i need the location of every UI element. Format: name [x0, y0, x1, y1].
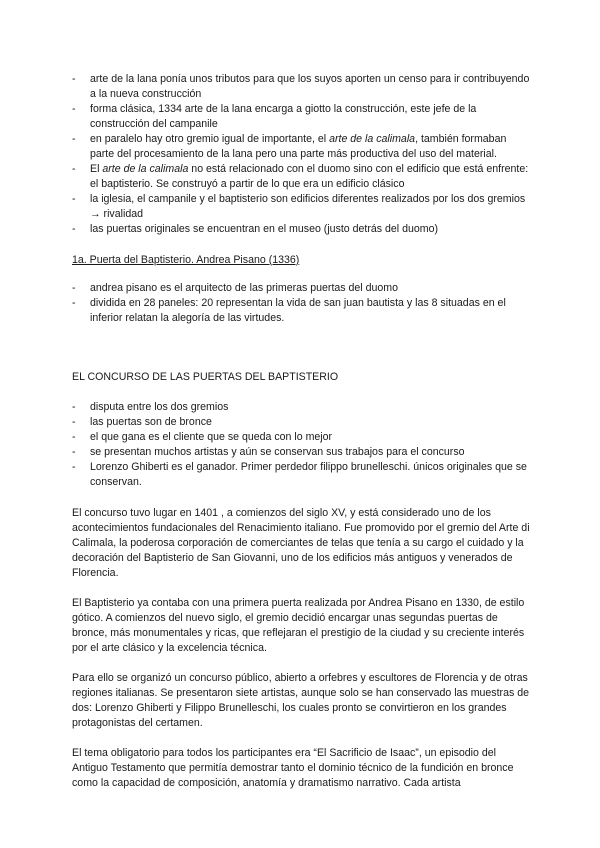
list-item: - andrea pisano es el arquitecto de las primeras puertas del duomo	[72, 281, 530, 296]
list-item: - forma clásica, 1334 arte de la lana encarga a giotto la construcción, este jefe de la construcción del campanile	[72, 102, 530, 132]
guild-name: arte de la calimala	[102, 163, 189, 175]
list-item: - arte de la lana ponía unos tributos para que los suyos aporten un censo para ir contribuyendo a la nueva construcción	[72, 72, 530, 102]
section-title: EL CONCURSO DE LAS PUERTAS DEL BAPTISTERIO	[72, 371, 339, 383]
paragraph: El Baptisterio ya contaba con una primera puerta realizada por Andrea Pisano en 1330, de estilo gótico. A comienzos del nuevo siglo, el gremio decidió encargar unas segundas puertas de bronce, más monumentales y ricas, que reflejaran el prestigio de la ciudad y su creciente interés por el arte clásico y la excelencia técnica.	[72, 597, 525, 654]
paragraph: El tema obligatorio para todos los participantes era “El Sacrificio de Isaac”, un episodio del Antiguo Testamento que permitía demostrar tanto el dominio técnico de la fundición en bronce como la capacidad de composición, anatomía y dramatismo narrativo. Cada artista	[72, 747, 514, 789]
paragraph: El concurso tuvo lugar en 1401 , a comienzos del siglo XV, y está considerado uno de los acontecimientos fundacionales del Renacimiento italiano. Fue promovido por el gremio del Arte di Calimala, la poderosa corporación de comerciantes de telas que tenía a su cargo el cuidado y la decoración del Baptisterio de San Giovanni, uno de los edificios más antiguos y venerados de Florencia.	[72, 507, 530, 579]
pisano-bullet-list	[72, 281, 530, 326]
list-item: - El arte de la calimala no está relacionado con el duomo sino con el edificio que está enfrente: el baptisterio. Se construyó a partir de lo que era un edificio clásico	[72, 162, 530, 192]
paragraph: Para ello se organizó un concurso público, abierto a orfebres y escultores de Florencia y de otras regiones italianas. Se presentaron siete artistas, aunque solo se han conservado las muestras de dos: Lorenzo Ghiberti y Filippo Brunelleschi, los cuales pronto se convirtieron en los grandes protagonistas del certamen.	[72, 672, 529, 729]
list-item: - disputa entre los dos gremios	[72, 400, 530, 415]
list-item: - el que gana es el cliente que se queda con lo mejor	[72, 430, 530, 445]
subheading-1a: 1a. Puerta del Baptisterio. Andrea Pisano (1336)	[72, 254, 300, 266]
list-item: - Lorenzo Ghiberti es el ganador. Primer perdedor filippo brunelleschi. únicos originales que se conservan.	[72, 460, 530, 490]
intro-bullet-list	[72, 72, 530, 237]
list-item: - las puertas son de bronce	[72, 415, 530, 430]
list-item: - las puertas originales se encuentran en el museo (justo detrás del duomo)	[72, 222, 530, 237]
list-item: - se presentan muchos artistas y aún se conservan sus trabajos para el concurso	[72, 445, 530, 460]
list-item: - la iglesia, el campanile y el baptisterio son edificios diferentes realizados por los dos gremios → rivalidad	[72, 192, 530, 222]
list-item: - dividida en 28 paneles: 20 representan la vida de san juan bautista y las 8 situadas en el inferior relatan la alegoría de las virtudes.	[72, 296, 530, 326]
list-item: - en paralelo hay otro gremio igual de importante, el arte de la calimala, también formaban parte del procesamiento de la lana pero una parte más productiva del uso del material.	[72, 132, 530, 162]
guild-name: arte de la calimala	[329, 133, 416, 145]
contest-bullet-list	[72, 400, 530, 490]
document-page	[72, 72, 530, 806]
